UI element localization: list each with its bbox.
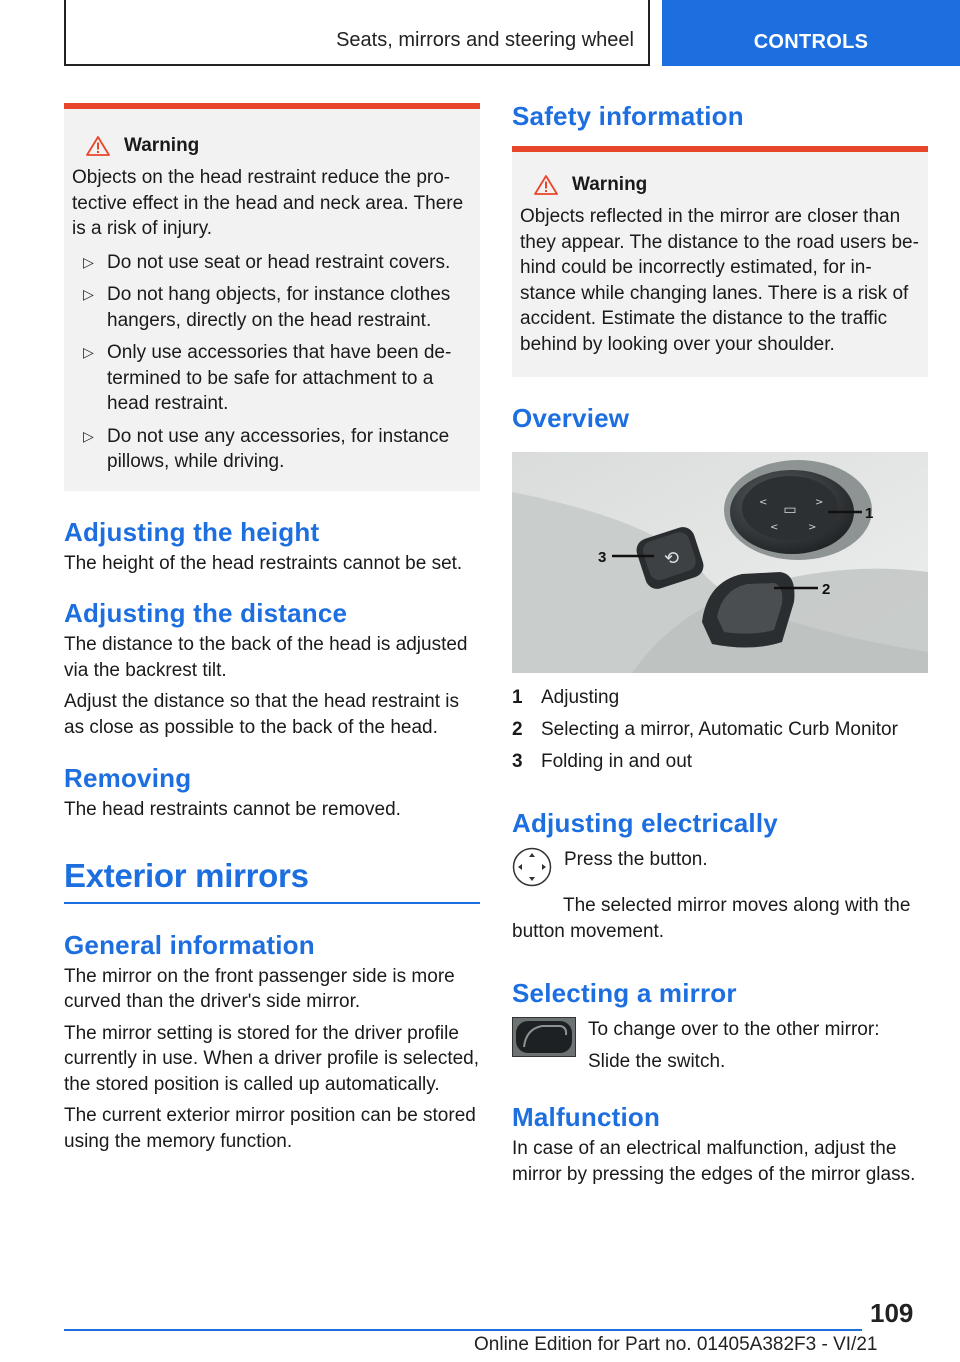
right-column bbox=[512, 101, 928, 1187]
svg-text:>: > bbox=[808, 522, 817, 533]
legend-item bbox=[512, 746, 928, 778]
svg-text:<: < bbox=[759, 497, 768, 508]
paragraph: The selected mirror moves along with the button movement. bbox=[512, 895, 911, 942]
svg-text:⟲: ⟲ bbox=[664, 548, 680, 569]
legend-item bbox=[512, 714, 928, 746]
paragraph: To change over to the other mirror: bbox=[588, 1019, 880, 1040]
bullet-text: Do not use any accessories, for instance pillows, while driving. bbox=[107, 425, 450, 472]
list-item bbox=[72, 340, 472, 417]
warning-title bbox=[534, 174, 920, 196]
paragraph: Adjust the distance so that the head restraint is as close as possible to the back of the head. bbox=[64, 691, 460, 738]
list-item bbox=[72, 424, 472, 475]
paragraph: Slide the switch. bbox=[588, 1050, 726, 1072]
list-item bbox=[72, 282, 472, 333]
heading-underline bbox=[64, 902, 480, 904]
paragraph: The current exterior mirror position can be stored using the memory function. bbox=[64, 1105, 476, 1152]
heading-adjusting-height: Adjusting the height bbox=[64, 516, 320, 547]
chapter-title: CONTROLS bbox=[753, 31, 869, 53]
warning-title bbox=[86, 135, 472, 157]
left-column bbox=[64, 103, 480, 1154]
bullet-triangle-icon: ▷ bbox=[83, 286, 94, 302]
callout-1: 1 bbox=[865, 505, 874, 522]
bullet-text: Do not use seat or head restraint covers. bbox=[107, 251, 451, 273]
heading-adjusting-distance: Adjusting the distance bbox=[64, 598, 348, 628]
heading-overview: Overview bbox=[512, 403, 630, 433]
mirror-selector-switch-icon bbox=[512, 1017, 576, 1057]
mirror-controls-photo bbox=[512, 452, 928, 673]
footer-rule bbox=[64, 1329, 862, 1331]
legend-number: 3 bbox=[512, 751, 523, 772]
adjust-instruction bbox=[512, 847, 928, 887]
section-title: Seats, mirrors and steering wheel bbox=[336, 29, 634, 51]
heading-adjusting-electrically: Adjusting electrically bbox=[512, 808, 778, 838]
svg-text:▭: ▭ bbox=[783, 502, 797, 518]
mirror-adjust-button-icon bbox=[512, 847, 552, 887]
legend-item bbox=[512, 682, 928, 714]
heading-exterior-mirrors: Exterior mirrors bbox=[64, 856, 309, 894]
select-instruction bbox=[512, 1017, 928, 1074]
footer-edition: Online Edition for Part no. 01405A382F3 - VI/21 bbox=[474, 1334, 878, 1355]
legend-number: 1 bbox=[512, 687, 523, 708]
mirror-switch-illustration bbox=[512, 452, 928, 673]
warning-triangle-icon bbox=[86, 136, 110, 156]
heading-safety-information: Safety information bbox=[512, 101, 744, 131]
page-number: 109 bbox=[870, 1298, 914, 1328]
callout-3: 3 bbox=[598, 549, 607, 566]
heading-malfunction: Malfunction bbox=[512, 1102, 661, 1132]
callout-2: 2 bbox=[822, 581, 831, 598]
warning-triangle-icon bbox=[534, 175, 558, 195]
legend-label: Adjusting bbox=[541, 687, 620, 708]
warning-bullet-list bbox=[72, 250, 472, 475]
header-section-title bbox=[64, 0, 650, 66]
warning-title-text: Warning bbox=[572, 174, 648, 195]
svg-text:>: > bbox=[815, 497, 824, 508]
legend-list bbox=[512, 682, 928, 778]
bullet-text: Do not hang objects, for instance clothes hangers, directly on the head restraint. bbox=[107, 284, 451, 331]
heading-selecting-mirror: Selecting a mirror bbox=[512, 978, 737, 1008]
bullet-triangle-icon: ▷ bbox=[83, 344, 94, 360]
paragraph: The head restraints cannot be removed. bbox=[64, 799, 401, 820]
warning-box-mirror bbox=[512, 152, 928, 377]
warning-title-text: Warning bbox=[124, 135, 200, 156]
paragraph: Press the button. bbox=[564, 849, 708, 870]
legend-number: 2 bbox=[512, 719, 523, 740]
svg-text:<: < bbox=[770, 522, 779, 533]
warning-text: Objects on the head restraint reduce the pro-tective effect in the head and neck area. There is a risk of injury. bbox=[72, 167, 464, 239]
paragraph: The height of the head restraints cannot be set. bbox=[64, 552, 463, 574]
paragraph: The mirror setting is stored for the driver profile currently in use. When a driver profile is selected, the stored position is called up automatically. bbox=[64, 1022, 480, 1095]
warning-text: Objects reflected in the mirror are closer than they appear. The distance to the road users be-hind could be incorrectly estimated, for in-stance while changing lanes. There is a risk of accident. Estimate the distance to the traffic behind by looking over your shoulder. bbox=[520, 206, 919, 355]
warning-box-head-restraint bbox=[64, 103, 480, 491]
bullet-text: Only use accessories that have been de-termined to be safe for attachment to a head restraint. bbox=[107, 342, 452, 414]
paragraph: The mirror on the front passenger side is more curved than the driver's side mirror. bbox=[64, 965, 455, 1012]
paragraph: In case of an electrical malfunction, adjust the mirror by pressing the edges of the mirror glass. bbox=[512, 1138, 916, 1185]
header-chapter-tab bbox=[662, 0, 960, 66]
bullet-triangle-icon: ▷ bbox=[83, 427, 94, 444]
legend-label: Folding in and out bbox=[541, 751, 693, 772]
paragraph: The distance to the back of the head is adjusted via the backrest tilt. bbox=[64, 634, 468, 681]
heading-general-information: General information bbox=[64, 929, 315, 960]
list-item bbox=[72, 250, 472, 276]
legend-label: Selecting a mirror, Automatic Curb Monitor bbox=[541, 719, 898, 740]
heading-removing: Removing bbox=[64, 763, 192, 793]
bullet-triangle-icon: ▷ bbox=[83, 253, 94, 270]
